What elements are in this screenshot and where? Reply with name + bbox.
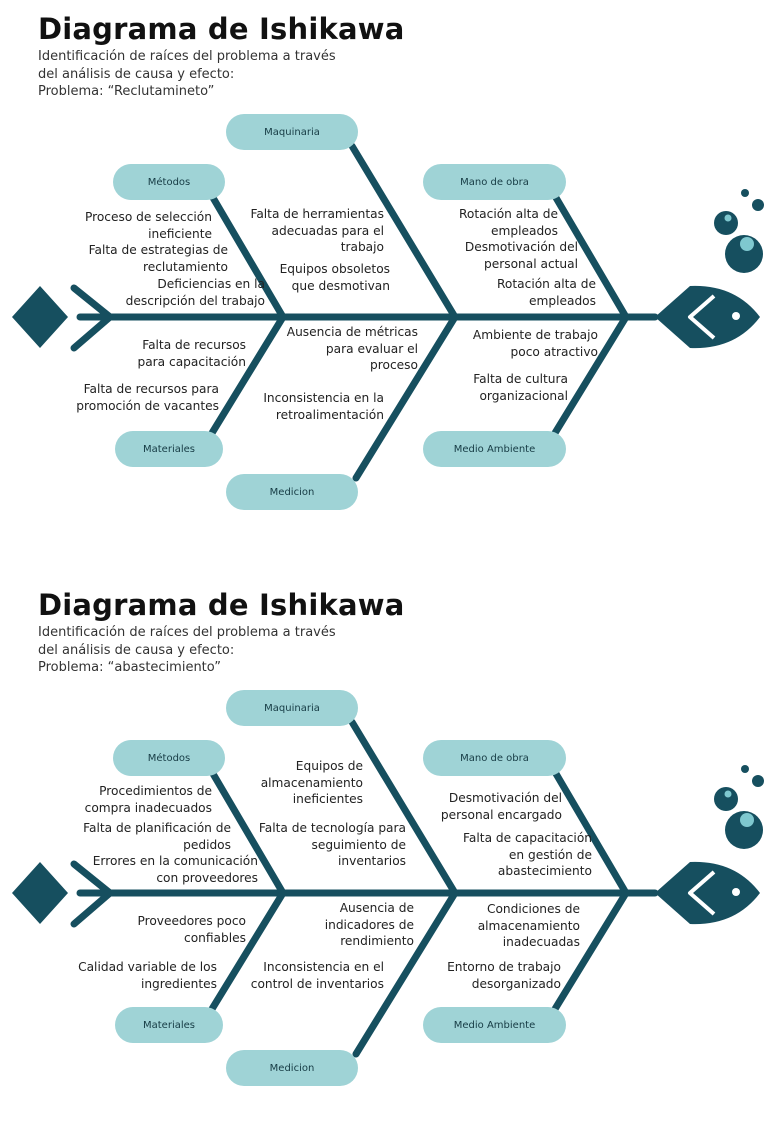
cause-text: Desmotivación del personal encargado bbox=[440, 791, 562, 822]
cause-text: Falta de recursos para promoción de vacantes bbox=[76, 382, 219, 413]
cause-text: Ausencia de indicadores de rendimiento bbox=[324, 901, 414, 948]
bubbles-icon bbox=[714, 765, 764, 849]
cause-text: Rotación alta de empleados bbox=[459, 207, 558, 238]
ishikawa-diagram-2 bbox=[0, 576, 768, 1136]
cause-text: Falta de cultura organizacional bbox=[473, 372, 568, 403]
category-maquinaria: Maquinaria bbox=[226, 114, 358, 150]
bubbles-icon bbox=[714, 189, 764, 273]
category-materiales: Materiales bbox=[115, 431, 223, 467]
cause-text: Inconsistencia en el control de inventarios bbox=[250, 960, 384, 991]
category-medicion: Medicion bbox=[226, 1050, 358, 1086]
cause-text: Falta de capacitación en gestión de abastecimiento bbox=[463, 831, 592, 878]
category-maquinaria: Maquinaria bbox=[226, 690, 358, 726]
cause-text: Falta de recursos para capacitación bbox=[137, 338, 246, 369]
cause-text: Proceso de selección ineficiente bbox=[84, 210, 212, 241]
cause-text: Entorno de trabajo desorganizado bbox=[447, 960, 561, 991]
cause-text: Calidad variable de los ingredientes bbox=[78, 960, 217, 991]
tail-diamond bbox=[12, 286, 68, 348]
cause-text: Ambiente de trabajo poco atractivo bbox=[472, 328, 598, 359]
category-medicion: Medicion bbox=[226, 474, 358, 510]
category-mano-de-obra: Mano de obra bbox=[423, 740, 566, 776]
cause-text: Desmotivación del personal actual bbox=[464, 240, 578, 271]
cause-text: Falta de planificación de pedidos bbox=[83, 821, 231, 852]
category-metodos: Métodos bbox=[113, 164, 225, 200]
category-medio-ambiente: Medio Ambiente bbox=[423, 431, 566, 467]
fish-head-icon bbox=[655, 286, 760, 348]
ishikawa-diagram-1 bbox=[0, 0, 768, 560]
cause-text: Falta de estrategias de reclutamiento bbox=[88, 243, 228, 274]
category-metodos: Métodos bbox=[113, 740, 225, 776]
category-mano-de-obra: Mano de obra bbox=[423, 164, 566, 200]
diagram-title: Diagrama de Ishikawa bbox=[38, 12, 405, 46]
cause-text: Falta de tecnología para seguimiento de inventarios bbox=[258, 821, 406, 868]
category-medio-ambiente: Medio Ambiente bbox=[423, 1007, 566, 1043]
category-materiales: Materiales bbox=[115, 1007, 223, 1043]
cause-text: Inconsistencia en la retroalimentación bbox=[263, 391, 384, 422]
diagram-title: Diagrama de Ishikawa bbox=[38, 588, 405, 622]
cause-text: Errores en la comunicación con proveedores bbox=[92, 854, 258, 885]
cause-text: Deficiencias en la descripción del trabajo bbox=[125, 277, 265, 308]
cause-text: Equipos obsoletos que desmotivan bbox=[279, 262, 390, 293]
fish-head-icon bbox=[655, 862, 760, 924]
diagram-subtitle: Identificación de raíces del problema a través del análisis de causa y efecto: Problema: “Reclutamineto” bbox=[38, 49, 336, 99]
cause-text: Procedimientos de compra inadecuados bbox=[84, 784, 212, 815]
diagram-subtitle: Identificación de raíces del problema a través del análisis de causa y efecto: Problema: “abastecimiento” bbox=[38, 625, 336, 675]
cause-text: Equipos de almacenamiento ineficientes bbox=[260, 759, 363, 806]
cause-text: Ausencia de métricas para evaluar el proceso bbox=[286, 325, 418, 372]
cause-text: Condiciones de almacenamiento inadecuadas bbox=[477, 902, 580, 949]
cause-text: Rotación alta de empleados bbox=[497, 277, 596, 308]
tail-diamond bbox=[12, 862, 68, 924]
cause-text: Falta de herramientas adecuadas para el trabajo bbox=[250, 207, 384, 254]
cause-text: Proveedores poco confiables bbox=[137, 914, 246, 945]
